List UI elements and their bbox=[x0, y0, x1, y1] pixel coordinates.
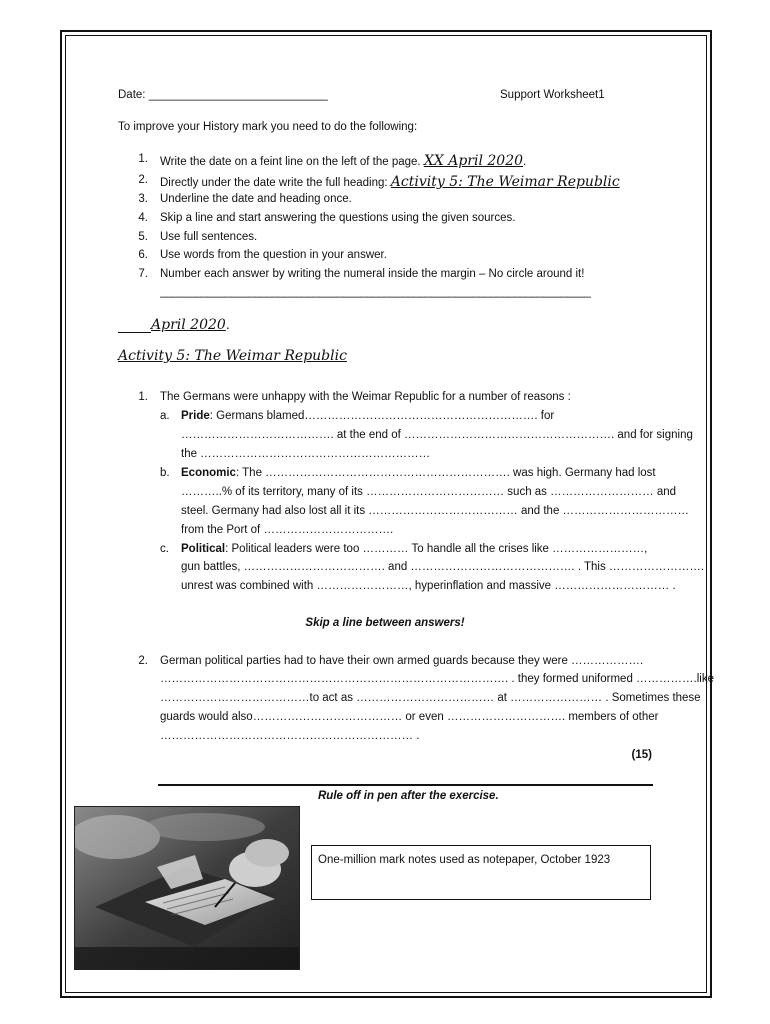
intro-text: To improve your History mark you need to do the following: bbox=[118, 121, 418, 133]
subitem-letter: c. bbox=[160, 543, 169, 555]
rule-off-note: Rule off in pen after the exercise. bbox=[318, 790, 499, 802]
subitem-letter: b. bbox=[160, 467, 170, 479]
skip-line-note: Skip a line between answers! bbox=[305, 617, 465, 629]
instruction-number: 6. bbox=[138, 249, 148, 261]
subitem-c-line3: unrest was combined with ……………………, hyperinflation and massive ………………………… . bbox=[181, 580, 676, 592]
photo-illustration bbox=[75, 807, 299, 969]
subitem-c-line2: gun battles, ………………………………. and ……………………………………. . This ……………………. bbox=[181, 561, 705, 573]
subitem-a-line1 bbox=[181, 410, 554, 422]
sample-date-tail: . bbox=[225, 316, 230, 332]
subitem-text: : The ………………………………………………………. was high. Germany had lost bbox=[235, 467, 656, 479]
instruction-number: 3. bbox=[138, 193, 148, 205]
question-line3: …………………………………to act as ……………………………… at …………………… . Sometimes these bbox=[160, 692, 701, 704]
instruction-example: XX April 2020 bbox=[423, 153, 524, 169]
subitem-label: Economic bbox=[181, 467, 236, 479]
worksheet-title: Support Worksheet1 bbox=[500, 89, 605, 101]
sample-date: April 2020 bbox=[151, 317, 226, 333]
date-label: Date: bbox=[118, 89, 149, 101]
subitem-label: Pride bbox=[181, 410, 210, 422]
instruction-number: 2. bbox=[138, 174, 148, 186]
sample-heading: Activity 5: The Weimar Republic bbox=[118, 348, 347, 364]
photo-caption-box bbox=[311, 845, 651, 900]
question-number: 2. bbox=[138, 655, 148, 667]
question-text: The Germans were unhappy with the Weimar Republic for a number of reasons : bbox=[160, 391, 571, 403]
question-number: 1. bbox=[138, 391, 148, 403]
subitem-c-line1 bbox=[181, 543, 647, 555]
instruction-example: Activity 5: The Weimar Republic bbox=[390, 174, 620, 190]
date-blank: ____________________________ bbox=[148, 89, 328, 101]
subitem-text: : Germans blamed……………………………………………………. for bbox=[209, 410, 555, 422]
question-line1: German political parties had to have their own armed guards because they were ………………. bbox=[160, 655, 644, 667]
instruction-text bbox=[160, 174, 620, 190]
subitem-b-line3: steel. Germany had also lost all it its ………………………………… and the …………………………… bbox=[181, 505, 690, 517]
photo-caption: One-million mark notes used as notepaper, October 1923 bbox=[318, 854, 611, 866]
subitem-a-line3: the …………………………………………………… bbox=[181, 448, 431, 460]
instruction-number: 4. bbox=[138, 212, 148, 224]
instruction-text: Use words from the question in your answer. bbox=[160, 249, 387, 261]
total-marks: (15) bbox=[631, 749, 652, 761]
instruction-number: 1. bbox=[138, 153, 148, 165]
instruction-text-main: Directly under the date write the full heading: bbox=[160, 177, 391, 189]
instruction-text bbox=[160, 153, 526, 169]
sample-date-blank bbox=[118, 316, 151, 333]
instruction-text: Number each answer by writing the numeral inside the margin – No circle around it! bbox=[160, 268, 585, 280]
date-line bbox=[118, 89, 328, 101]
historical-photo bbox=[74, 806, 300, 970]
instruction-text-main: Write the date on a feint line on the left of the page. bbox=[160, 156, 424, 168]
subitem-label: Political bbox=[181, 543, 226, 555]
instruction-text: Skip a line and start answering the questions using the given sources. bbox=[160, 212, 516, 224]
subitem-text: : Political leaders were too ………… To handle all the crises like ……………………, bbox=[225, 543, 648, 555]
separator-line: _________________________________________________________________________ bbox=[160, 286, 591, 298]
subitem-b-line2: ………..% of its territory, many of its ……………………………… such as ……………………… and bbox=[181, 486, 677, 498]
instruction-tail: . bbox=[523, 156, 527, 168]
instruction-number: 7. bbox=[138, 268, 148, 280]
question-line5: ………………………………………………………… . bbox=[160, 730, 420, 742]
question-line2: ………………………………………………………………………………. . they formed uniformed …………….like bbox=[160, 673, 714, 685]
subitem-b-line1 bbox=[181, 467, 656, 479]
question-line4: guards would also………………………………… or even …………………………. members of other bbox=[160, 711, 659, 723]
subitem-letter: a. bbox=[160, 410, 170, 422]
rule-off-line bbox=[158, 784, 653, 786]
instruction-text: Underline the date and heading once. bbox=[160, 193, 352, 205]
instruction-number: 5. bbox=[138, 231, 148, 243]
subitem-b-line4: from the Port of ……………………………. bbox=[181, 524, 394, 536]
instruction-text: Use full sentences. bbox=[160, 231, 258, 243]
sample-date-line bbox=[118, 316, 230, 333]
subitem-a-line2: …………………………………. at the end of ………………………………………………. and for signing bbox=[181, 429, 693, 441]
